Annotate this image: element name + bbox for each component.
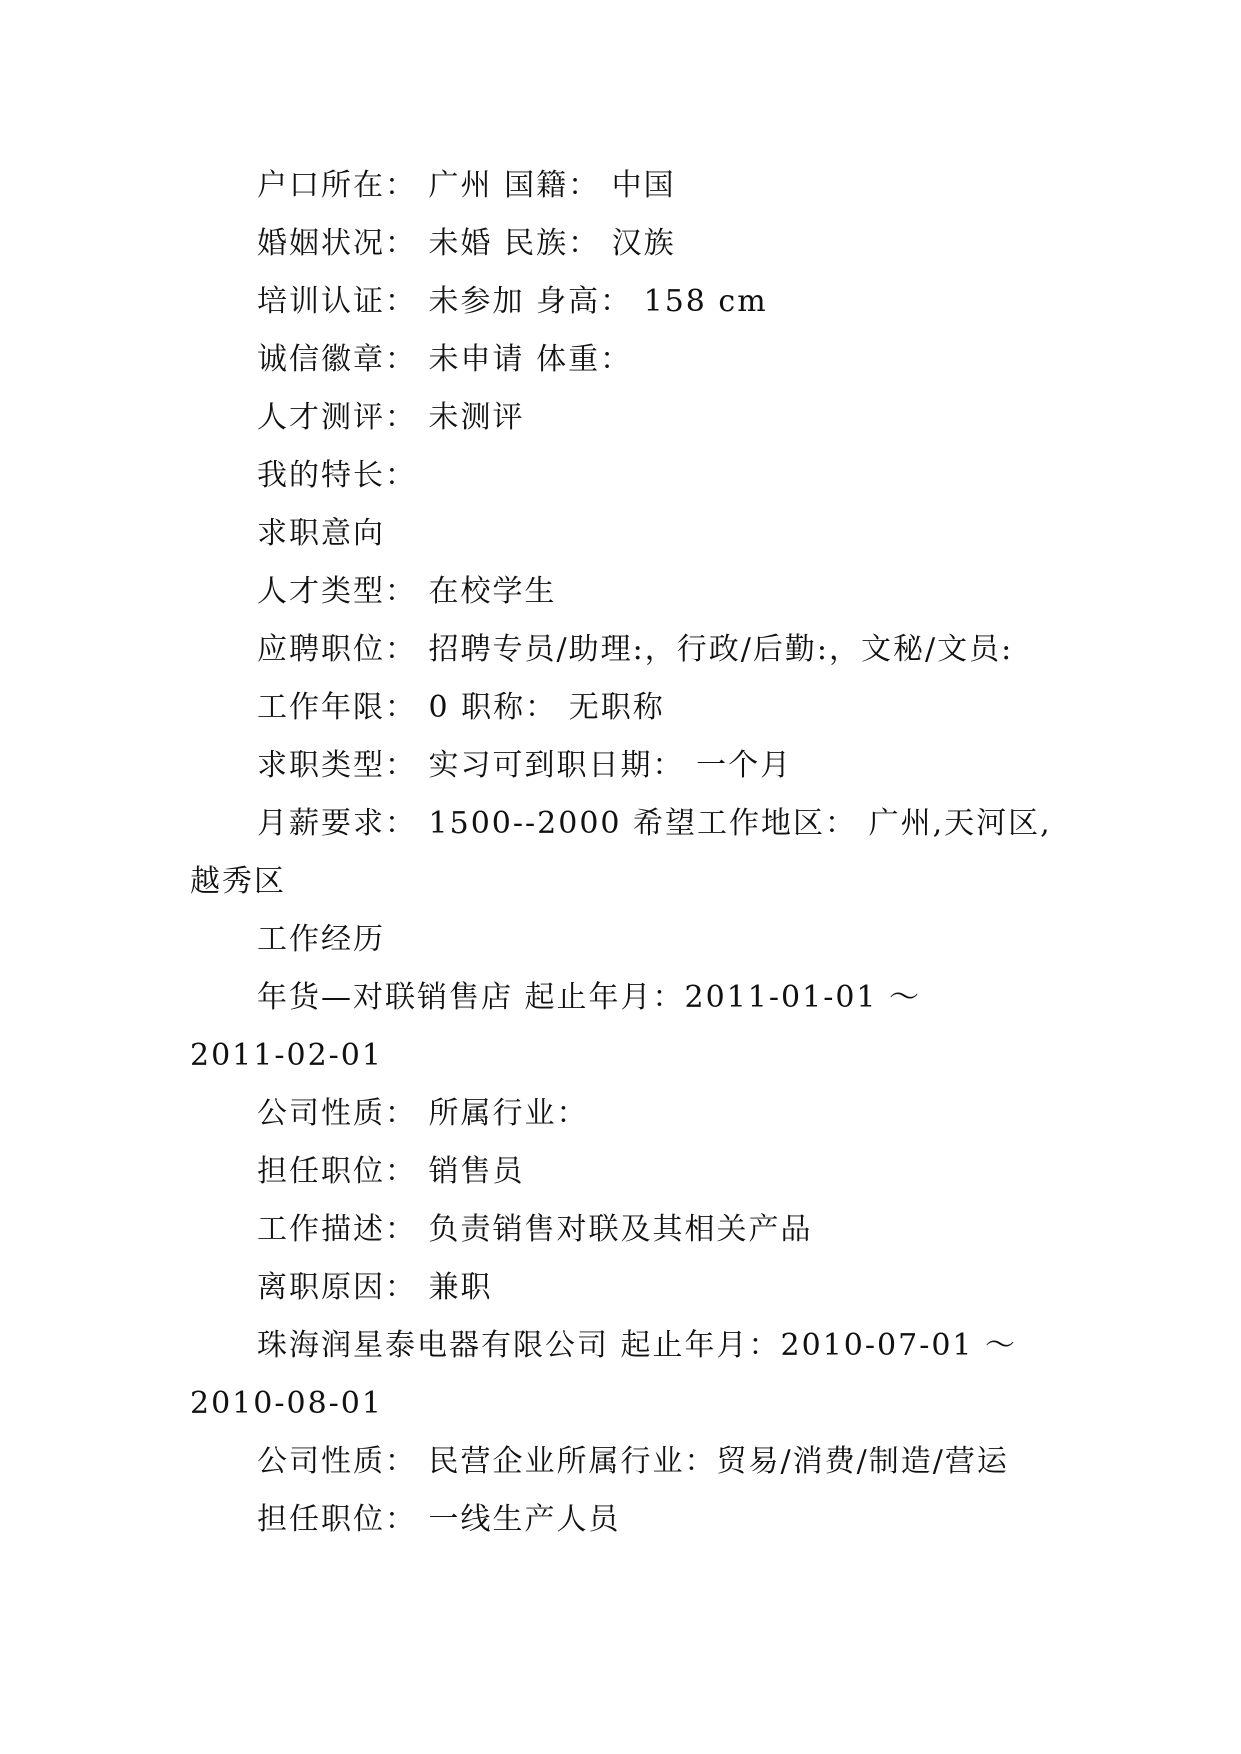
marital-status-line: 婚姻状况： 未婚 民族： 汉族 xyxy=(257,226,676,261)
job-2-position-line: 担任职位： 一线生产人员 xyxy=(257,1502,621,1537)
salary-requirement-continuation: 越秀区 xyxy=(190,864,286,899)
job-2-title-line: 珠海润星泰电器有限公司 起止年月：2010-07-01 ～ xyxy=(257,1328,1018,1363)
specialties-line: 我的特长： xyxy=(257,458,417,493)
job-1-date-continuation: 2011-02-01 xyxy=(190,1038,383,1073)
talent-type-line: 人才类型： 在校学生 xyxy=(257,574,557,609)
job-type-line: 求职类型： 实习可到职日期： 一个月 xyxy=(257,748,793,783)
job-1-position-line: 担任职位： 销售员 xyxy=(257,1154,525,1189)
salary-requirement-line: 月薪要求： 1500--2000 希望工作地区： 广州,天河区, xyxy=(257,806,1052,841)
job-2-date-continuation: 2010-08-01 xyxy=(190,1386,383,1421)
registered-residence-line: 户口所在： 广州 国籍： 中国 xyxy=(257,168,676,203)
job-intention-heading: 求职意向 xyxy=(257,516,385,551)
resume-body xyxy=(190,157,1050,1549)
job-1-title-line: 年货—对联销售店 起止年月：2011-01-01 ～ xyxy=(257,980,922,1015)
work-years-line: 工作年限： 0 职称： 无职称 xyxy=(257,690,665,725)
job-2-company-nature-line: 公司性质： 民营企业所属行业：贸易/消费/制造/营运 xyxy=(257,1444,1009,1479)
job-1-leave-reason-line: 离职原因： 兼职 xyxy=(257,1270,493,1305)
job-1-company-nature-line: 公司性质： 所属行业： xyxy=(257,1096,589,1131)
applied-position-line: 应聘职位： 招聘专员/助理:，行政/后勤:，文秘/文员: xyxy=(257,632,1014,667)
training-certification-line: 培训认证： 未参加 身高： 158 cm xyxy=(257,284,768,319)
job-1-description-line: 工作描述： 负责销售对联及其相关产品 xyxy=(257,1212,813,1247)
work-history-heading: 工作经历 xyxy=(257,922,385,957)
integrity-badge-line: 诚信徽章： 未申请 体重： xyxy=(257,342,633,377)
talent-assessment-line: 人才测评： 未测评 xyxy=(257,400,525,435)
